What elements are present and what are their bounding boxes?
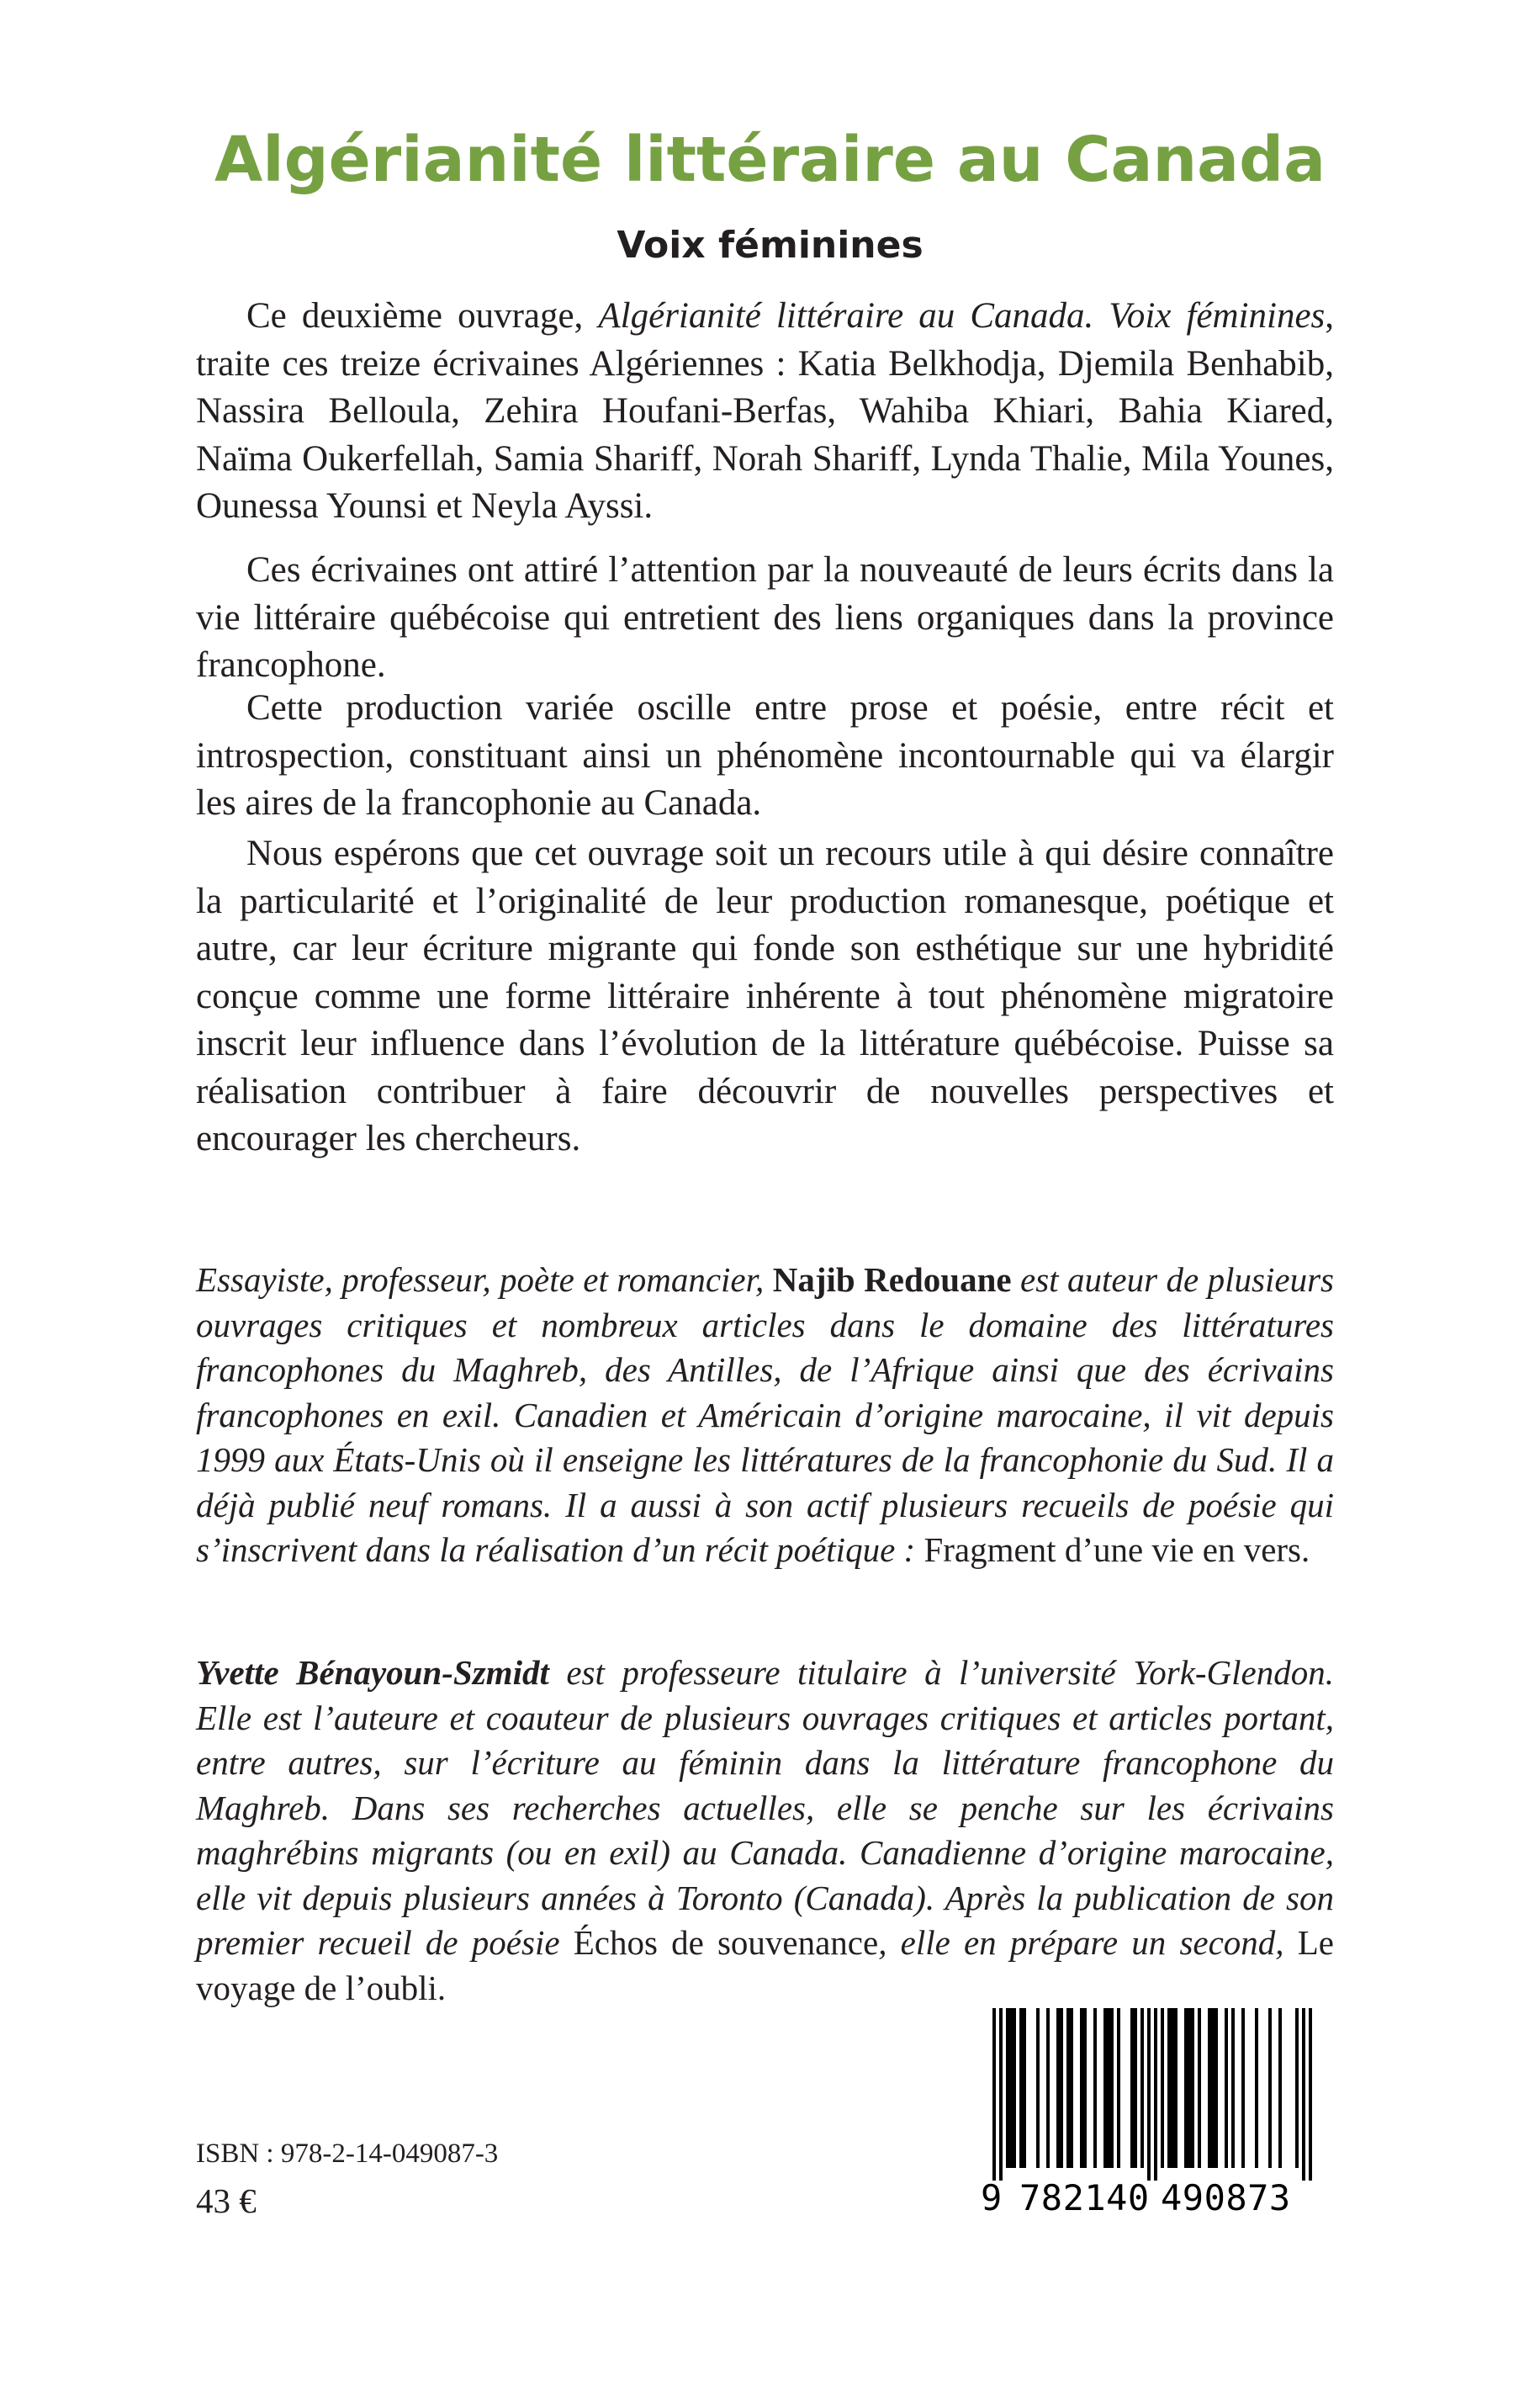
summary-paragraph-4: Nous espérons que cet ouvrage soit un recours utile à qui désire connaître la particularité et l’originalité de leur production romanesque, poétique et autre, car leur écriture migrante qui fonde son esthétique sur une hybridité conçue comme une forme littéraire inhérente à tout phénomène migratoire inscrit leur influence dans l’évolution de la littérature québécoise. Puisse sa réalisation contribuer à faire découvrir de nouvelles perspectives et encourager les chercheurs.	[196, 834, 1334, 1158]
barcode-bar	[1309, 2008, 1312, 2181]
barcode-bar	[1184, 2008, 1188, 2168]
barcode-bar	[1006, 2008, 1009, 2168]
summary-p1-book-title: Algérianité littéraire au Canada. Voix féminines	[598, 296, 1326, 336]
barcode-bar	[1208, 2008, 1211, 2168]
barcode-bar	[1241, 2008, 1245, 2168]
barcode-bar	[1080, 2008, 1083, 2168]
barcode-bar	[1191, 2008, 1194, 2168]
barcode-bar	[1103, 2008, 1107, 2168]
barcode-bar	[1070, 2008, 1073, 2168]
barcode-bar	[1278, 2008, 1282, 2168]
barcode-bar	[1161, 2008, 1164, 2168]
barcode-bar	[1171, 2008, 1174, 2168]
barcode-bar	[992, 2008, 996, 2181]
bio2-end: .	[437, 1968, 447, 2007]
bio2-text: est professeure titulaire à l’université York-Glendon. Elle est l’auteure et coauteur de plusieurs ouvrages critiques et articles portant, entre autres, sur l’écriture au féminin dans la littérature francophone du Maghreb. Dans ses recherches actuelles, elle se penche sur les écrivains maghrébins migrants (ou en exil) au Canada. Canadienne d’origine marocaine, elle vit depuis plusieurs années à Toronto (Canada). Après la publication de son premier recueil de poésie	[196, 1653, 1335, 1962]
barcode-bar	[1231, 2008, 1235, 2168]
barcode-bar	[1036, 2008, 1040, 2168]
barcode-bar	[1110, 2008, 1114, 2168]
summary-p1-rest: , traite ces treize écrivaines Algériennes : Katia Belkhodja, Djemila Benhabib, Nassira Belloula, Zehira Houfani-Berfas, Wahiba Khiari, Bahia Kiared, Naïma Oukerfellah, Samia Shariff, Norah Shariff, Lynda Thalie, Mila Younes, Ounessa Younsi et Neyla Ayssi.	[196, 296, 1335, 526]
barcode-bar	[1083, 2008, 1087, 2168]
barcode-bar	[1211, 2008, 1215, 2168]
summary-paragraph-3: Cette production variée oscille entre prose et poésie, entre récit et introspection, constituant ainsi un phénomène incontournable qui va élargir les aires de la francophonie au Canada.	[196, 688, 1334, 823]
barcode-bar	[1215, 2008, 1218, 2168]
barcode-bar	[1023, 2008, 1026, 2168]
barcode-bar	[1093, 2008, 1097, 2168]
barcode-bar	[1130, 2008, 1134, 2168]
barcode-digits-right: 490873	[1161, 2177, 1291, 2218]
barcode-bar	[1013, 2008, 1016, 2168]
barcode-bar	[1019, 2008, 1023, 2168]
barcode-digit-first: 9	[981, 2177, 1003, 2218]
barcode-bar	[1107, 2008, 1110, 2168]
isbn-number: ISBN : 978-2-14-049087-3	[196, 2139, 499, 2169]
barcode-bar	[1198, 2008, 1201, 2168]
barcode-bar	[1268, 2008, 1272, 2168]
barcode-bar	[1295, 2008, 1299, 2168]
barcode-bar	[999, 2008, 1003, 2181]
bio2-book-title-1: Échos de souvenance	[573, 1923, 879, 1962]
price: 43 €	[196, 2181, 257, 2220]
bio2-book-title-2: Le voyage de l’oubli	[196, 1923, 1334, 2007]
bio1-author-name: Najib Redouane	[772, 1260, 1012, 1299]
bio1-text: est auteur de plusieurs ouvrages critiques et nombreux articles dans le domaine des littératures francophones du Maghreb, des Antilles, de l’Afrique ainsi que des écrivains francophones en exil. Canadien et Américain d’origine marocaine, il vit depuis 1999 aux États-Unis où il enseigne les littératures de la francophonie du Sud. Il a déjà publié neuf romans. Il a aussi à son actif plusieurs recueils de poésie qui s’inscrivent dans la réalisation d’un récit poétique :	[196, 1260, 1335, 1569]
barcode-digits-left: 782140	[1019, 2177, 1150, 2218]
barcode-bar	[1154, 2008, 1157, 2181]
barcode-bar	[1147, 2008, 1151, 2181]
barcode-bar	[1056, 2008, 1060, 2168]
bio1-end: .	[1301, 1530, 1310, 1569]
author-bio-yvette-benayoun-szmidt	[196, 1651, 1334, 2011]
summary-paragraph-2: Ces écrivaines ont attiré l’attention par la nouveauté de leurs écrits dans la vie littéraire québécoise qui entretient des liens organiques dans la province francophone.	[196, 550, 1334, 685]
book-subtitle: Voix féminines	[617, 224, 923, 267]
barcode-bar	[1066, 2008, 1070, 2168]
barcode-bar	[1302, 2008, 1305, 2181]
barcode-bar	[1174, 2008, 1177, 2168]
barcode-bar	[1140, 2008, 1144, 2168]
bio1-book-title: Fragment d’une vie en vers	[923, 1530, 1302, 1569]
barcode-bar	[1009, 2008, 1013, 2168]
summary-p1-start: Ce deuxième ouvrage,	[246, 296, 599, 336]
bio1-lead: Essayiste, professeur, poète et romancier,	[196, 1260, 773, 1299]
author-bio-najib-redouane	[196, 1258, 1334, 1573]
bio2-mid: , elle en prépare un second,	[878, 1923, 1298, 1962]
barcode-bar	[1134, 2008, 1137, 2168]
bio2-author-name: Yvette Bénayoun-Szmidt	[196, 1653, 549, 1692]
barcode-bar	[1046, 2008, 1050, 2168]
book-title: Algérianité littéraire au Canada	[214, 124, 1326, 196]
barcode-bar	[1117, 2008, 1120, 2168]
barcode-bar	[1188, 2008, 1191, 2168]
barcode-bar	[1255, 2008, 1258, 2168]
barcode-bars	[976, 2008, 1320, 2181]
barcode-bar	[1060, 2008, 1063, 2168]
barcode	[976, 2008, 1320, 2227]
barcode-bar	[1225, 2008, 1228, 2168]
summary-paragraph-1	[196, 293, 1334, 531]
barcode-bar	[1167, 2008, 1171, 2168]
